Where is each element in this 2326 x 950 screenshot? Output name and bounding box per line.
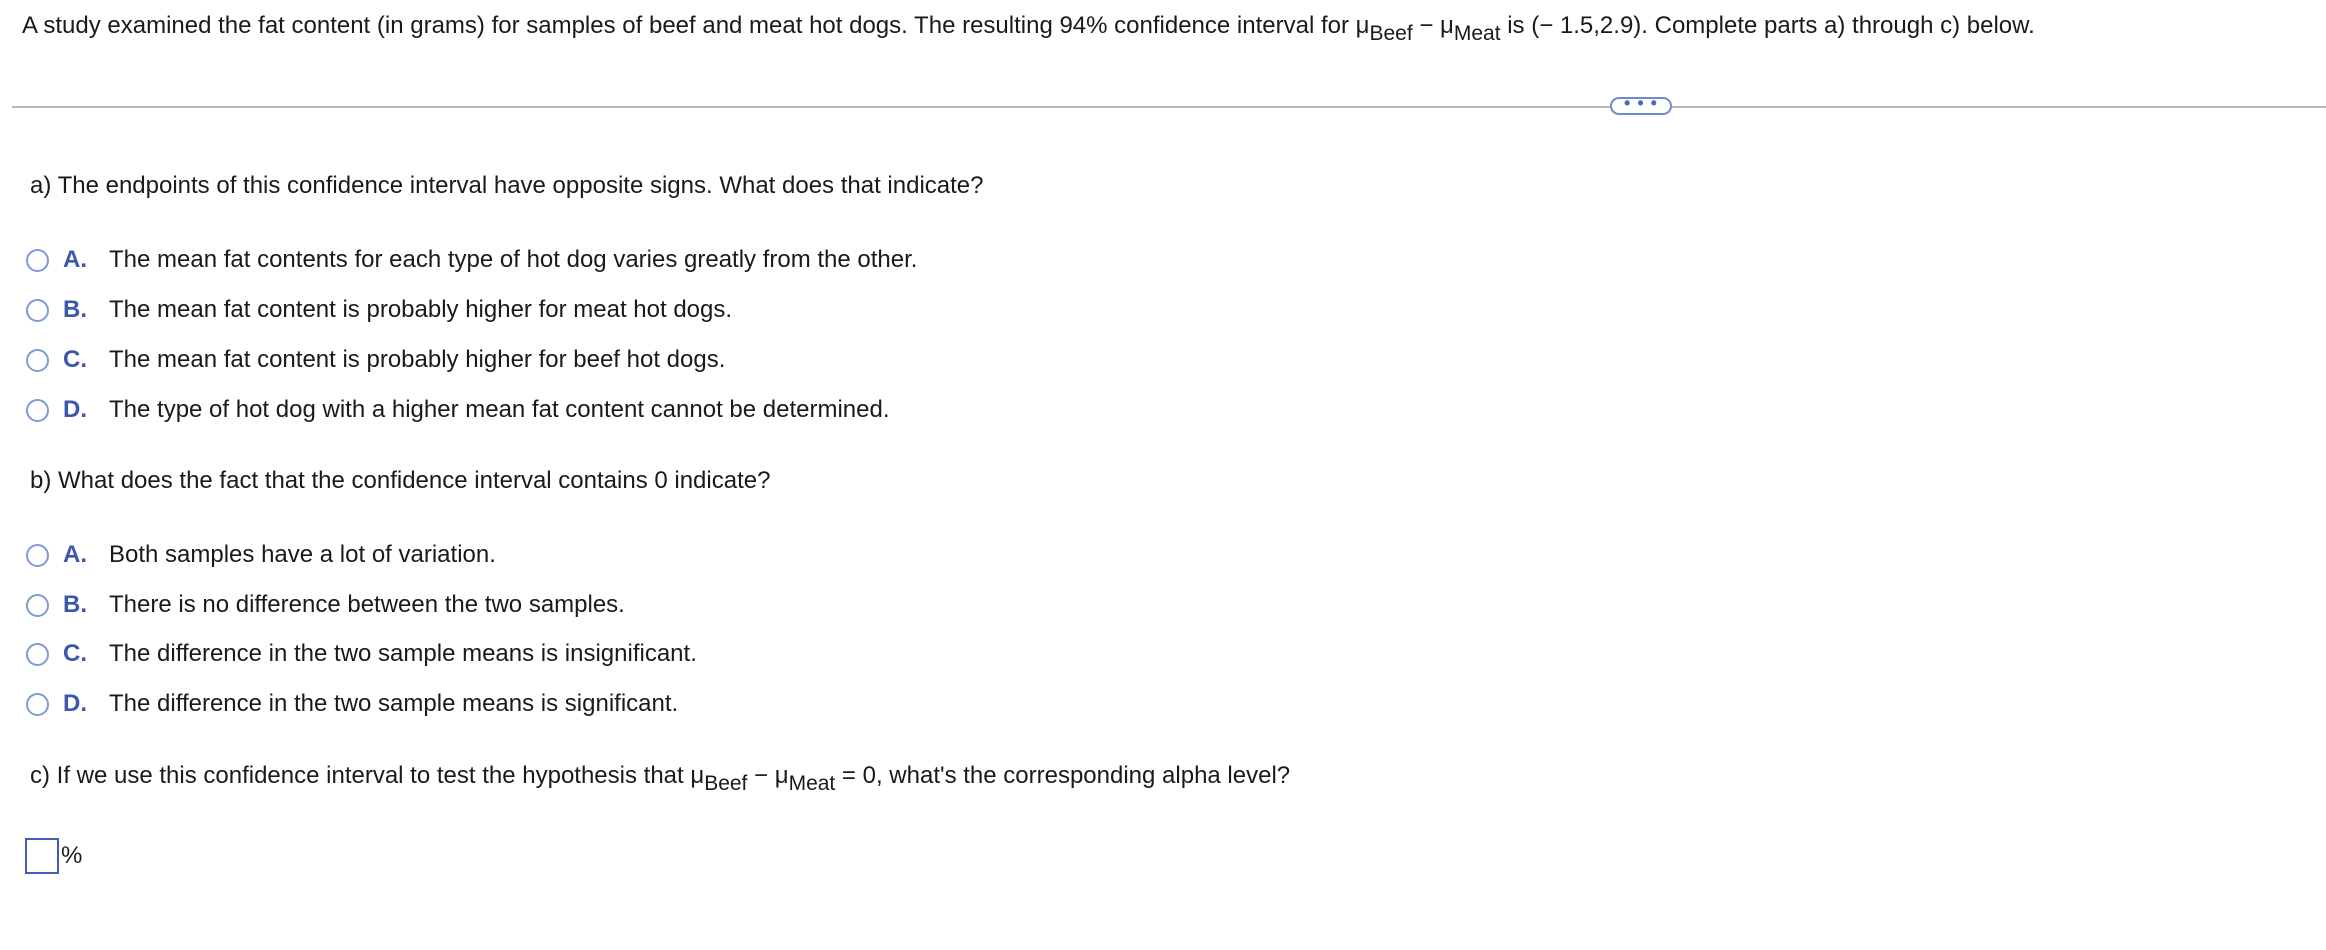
question-outro: is (− 1.5,2.9). Complete parts a) through c) below. <box>1500 12 2035 39</box>
minus-sign: − <box>1412 12 1441 39</box>
choice-text: The mean fat content is probably higher for meat hot dogs. <box>109 296 733 323</box>
mu-symbol: μ <box>1440 12 1454 39</box>
choice-text: The mean fat content is probably higher for beef hot dogs. <box>109 346 726 373</box>
choice-letter: B. <box>63 296 87 323</box>
mu-symbol: μ <box>690 762 705 789</box>
choice-text: The type of hot dog with a higher mean fat content cannot be determined. <box>109 396 890 423</box>
question-text <box>22 10 2035 43</box>
radio-button[interactable] <box>26 399 49 422</box>
choice-letter: D. <box>63 396 87 423</box>
choice-letter: B. <box>63 591 87 618</box>
part-b-choice-b[interactable] <box>26 588 625 622</box>
part-b-label: b) What does the fact that the confidence interval contains 0 indicate? <box>30 467 771 494</box>
radio-button[interactable] <box>26 299 49 322</box>
choice-text: The mean fat contents for each type of hot dog varies greatly from the other. <box>109 246 918 273</box>
choice-text: The difference in the two sample means is significant. <box>109 690 679 717</box>
percent-unit: % <box>61 842 83 869</box>
mu-symbol: μ <box>1355 12 1370 39</box>
subscript-meat: Meat <box>788 772 836 795</box>
part-b-choice-a[interactable] <box>26 538 496 572</box>
part-a-choice-b[interactable] <box>26 293 732 327</box>
more-options-button[interactable]: • • • <box>1610 97 1672 115</box>
part-c-label <box>30 760 1290 793</box>
radio-button[interactable] <box>26 249 49 272</box>
part-b-choice-c[interactable] <box>26 637 697 671</box>
mu-symbol: μ <box>774 762 789 789</box>
choice-letter: D. <box>63 690 87 717</box>
radio-button[interactable] <box>26 544 49 567</box>
choice-text: Both samples have a lot of variation. <box>109 541 496 568</box>
choice-letter: A. <box>63 541 87 568</box>
choice-text: The difference in the two sample means is insignificant. <box>109 640 697 667</box>
part-a-choice-c[interactable] <box>26 343 725 377</box>
part-c-prefix: c) If we use this confidence interval to test the hypothesis that <box>30 762 691 789</box>
radio-button[interactable] <box>26 693 49 716</box>
question-intro: A study examined the fat content (in grams) for samples of beef and meat hot dogs. The resulting 94% confidence interval for <box>22 12 1356 39</box>
choice-letter: C. <box>63 346 87 373</box>
radio-button[interactable] <box>26 643 49 666</box>
part-a-label: a) The endpoints of this confidence interval have opposite signs. What does that indicate? <box>30 172 984 199</box>
subscript-meat: Meat <box>1453 22 1501 45</box>
choice-letter: C. <box>63 640 87 667</box>
minus-sign: − <box>747 762 775 789</box>
subscript-beef: Beef <box>1369 22 1413 45</box>
subscript-beef: Beef <box>704 772 748 795</box>
part-b-choice-d[interactable] <box>26 687 678 721</box>
radio-button[interactable] <box>26 594 49 617</box>
radio-button[interactable] <box>26 349 49 372</box>
alpha-level-input[interactable] <box>25 838 59 874</box>
part-c-suffix: = 0, what's the corresponding alpha level? <box>835 762 1291 789</box>
part-a-choice-a[interactable] <box>26 243 917 277</box>
choice-letter: A. <box>63 246 87 273</box>
choice-text: There is no difference between the two samples. <box>109 591 625 618</box>
part-a-choice-d[interactable] <box>26 393 890 427</box>
divider <box>12 106 2326 108</box>
